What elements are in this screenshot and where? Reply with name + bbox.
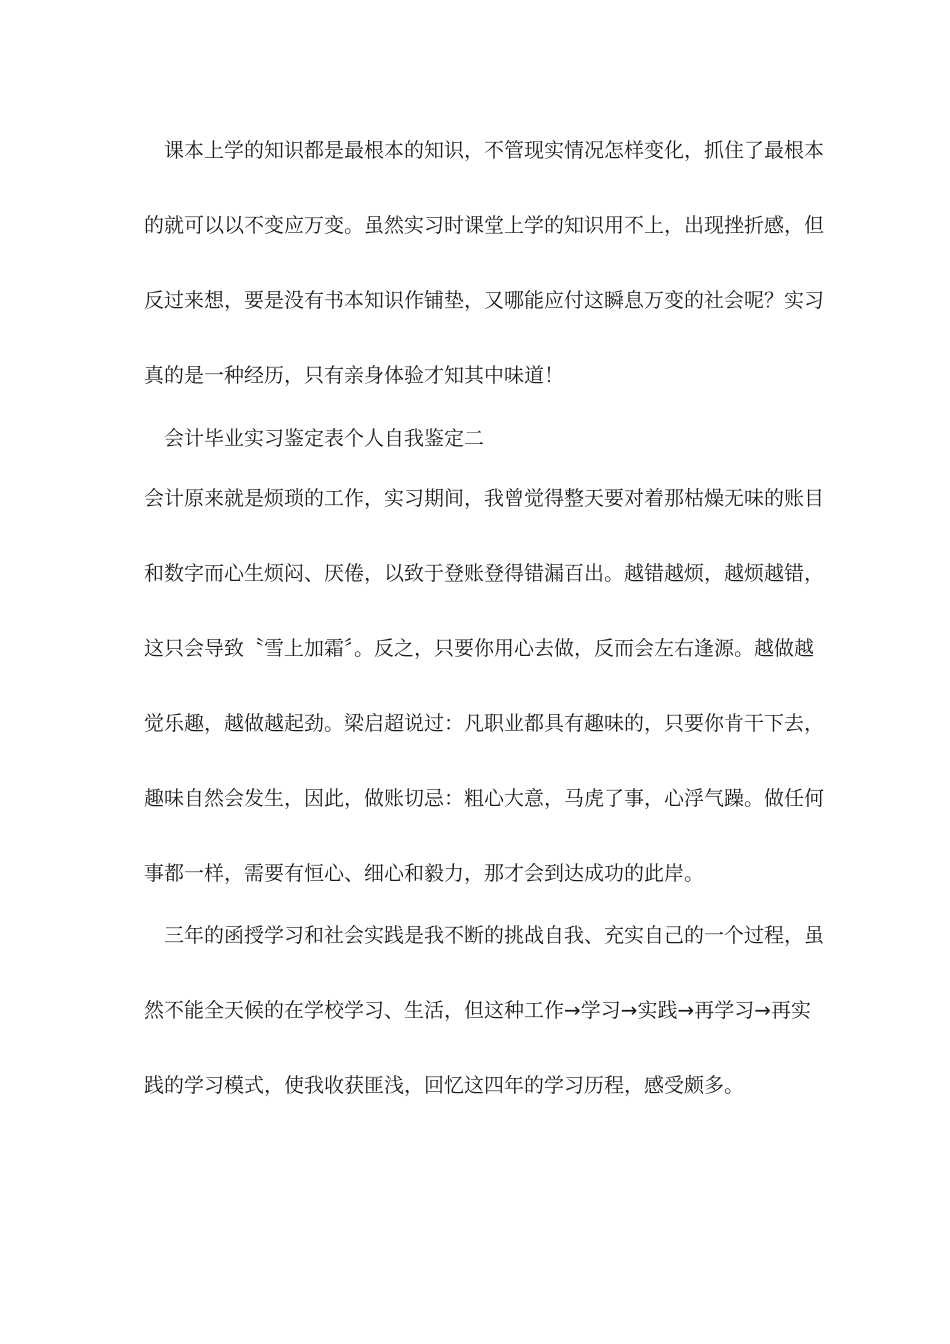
paragraph-line: 的就可以以不变应万变。虽然实习时课堂上学的知识用不上，出现挫折感，但 xyxy=(144,213,824,237)
section-heading: 会计毕业实习鉴定表个人自我鉴定二 xyxy=(144,426,484,450)
paragraph-line: 会计原来就是烦琐的工作，实习期间，我曾觉得整天要对着那枯燥无味的账目 xyxy=(144,486,824,510)
paragraph-line: 践的学习模式，使我收获匪浅，回忆这四年的学习历程，感受颇多。 xyxy=(144,1073,744,1097)
paragraph-line: 和数字而心生烦闷、厌倦，以致于登账登得错漏百出。越错越烦，越烦越错， xyxy=(144,561,824,585)
paragraph-line: 反过来想，要是没有书本知识作铺垫，又哪能应付这瞬息万变的社会呢？实习 xyxy=(144,288,824,312)
paragraph-line: 真的是一种经历，只有亲身体验才知其中味道！ xyxy=(144,363,564,387)
paragraph-line: 然不能全天候的在学校学习、生活，但这种工作→学习→实践→再学习→再实 xyxy=(144,998,812,1022)
paragraph-line: 三年的函授学习和社会实践是我不断的挑战自我、充实自己的一个过程，虽 xyxy=(144,923,824,947)
paragraph-line: 这只会导致〝雪上加霜〞。反之，只要你用心去做，反而会左右逢源。越做越 xyxy=(144,636,814,660)
paragraph-line: 事都一样，需要有恒心、细心和毅力，那才会到达成功的此岸。 xyxy=(144,861,704,885)
paragraph-line: 趣味自然会发生，因此，做账切忌：粗心大意，马虎了事，心浮气躁。做任何 xyxy=(144,786,824,810)
paragraph-line: 觉乐趣，越做越起劲。梁启超说过：凡职业都具有趣味的，只要你肯干下去， xyxy=(144,711,824,735)
paragraph-line: 课本上学的知识都是最根本的知识，不管现实情况怎样变化，抓住了最根本 xyxy=(144,138,824,162)
